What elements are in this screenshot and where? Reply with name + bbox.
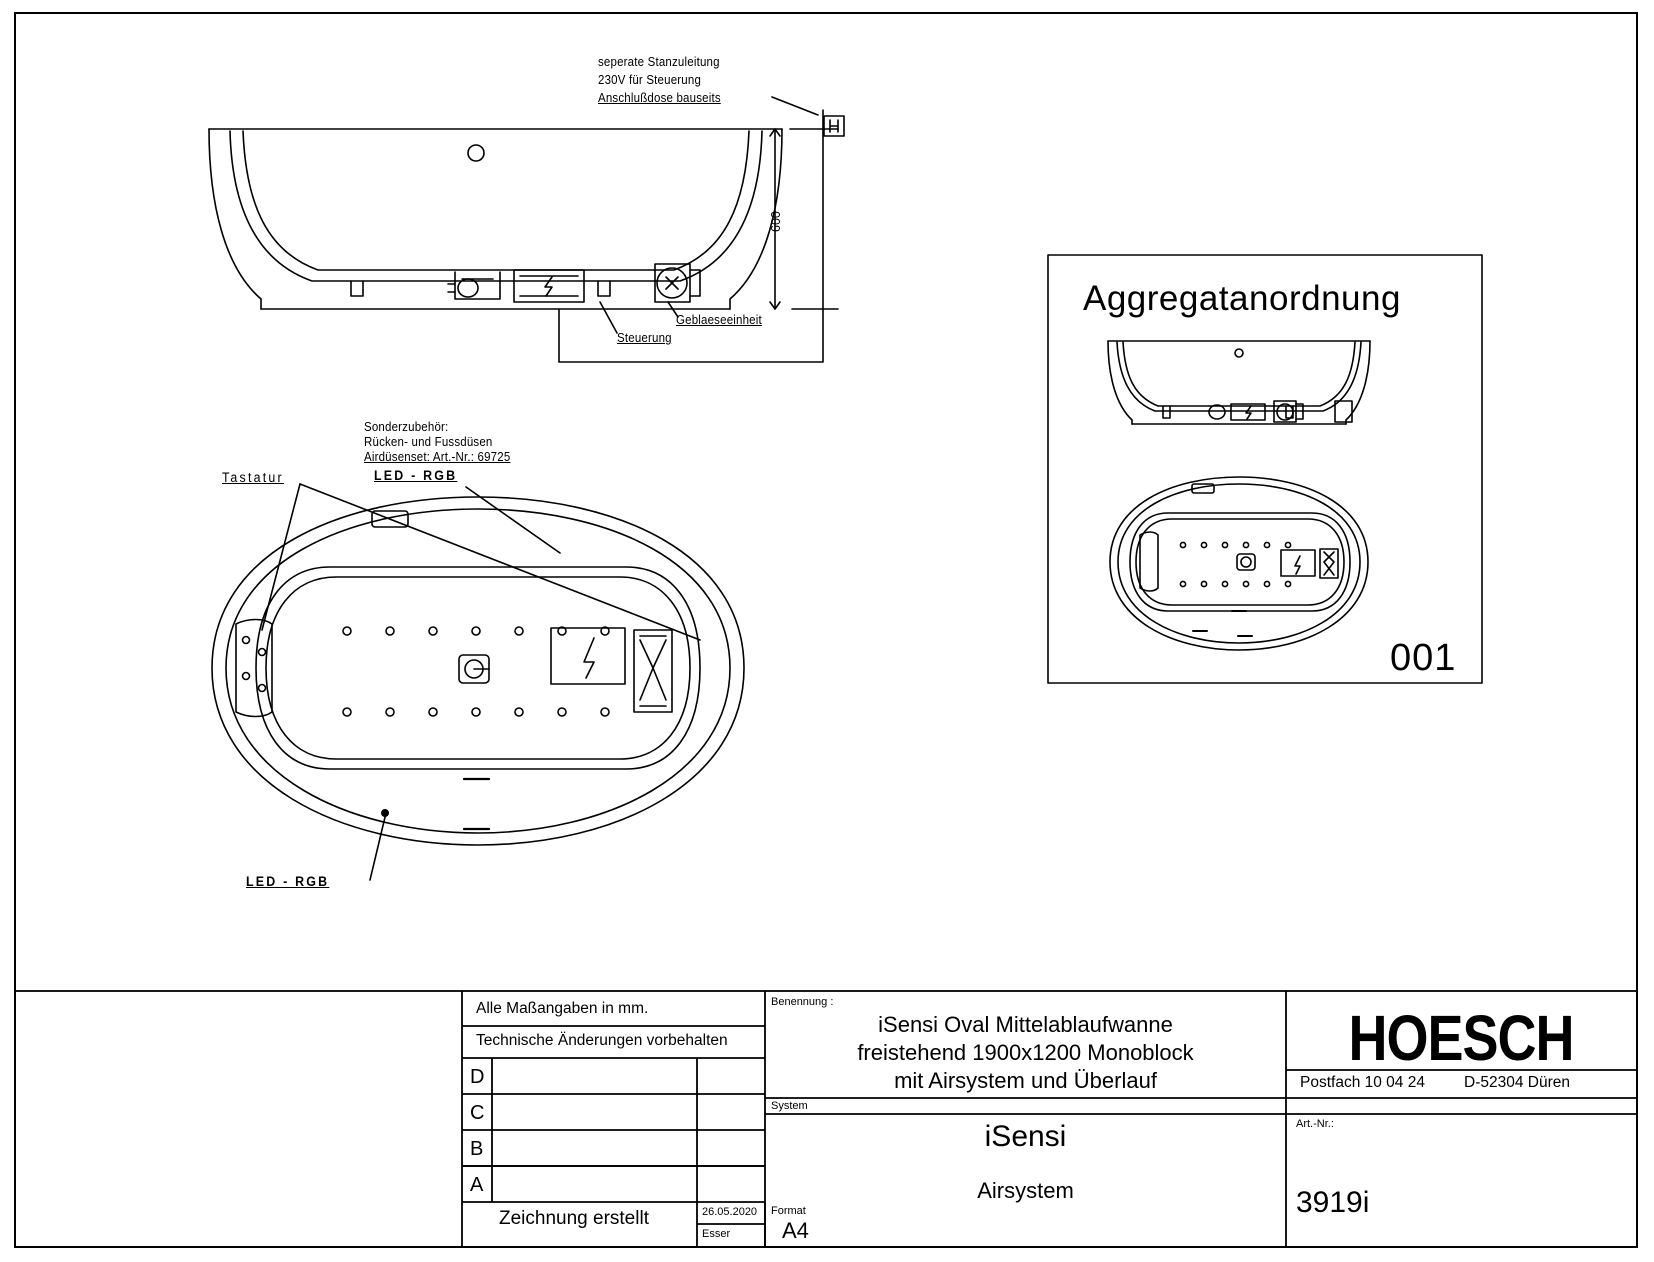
- benennung-line-1: iSensi Oval Mittelablaufwanne: [878, 1012, 1173, 1037]
- benennung-line-3: mit Airsystem und Überlauf: [894, 1068, 1157, 1093]
- annotation-accessories-line1: Sonderzubehör:: [364, 420, 449, 434]
- detail-box-number: 001: [1390, 637, 1457, 679]
- title-block: [14, 990, 1638, 1248]
- annotation-led-rgb-bottom: LED - RGB: [246, 874, 330, 889]
- system-label: System: [771, 1100, 808, 1112]
- detail-box-title: Aggregatanordnung: [1083, 279, 1401, 318]
- annotation-power-supply-line3: Anschlußdose bauseits: [598, 91, 721, 105]
- annotation-blower-unit: Geblaeseeinheit: [676, 313, 762, 327]
- benennung-line-2: freistehend 1900x1200 Monoblock: [857, 1040, 1194, 1065]
- annotation-power-supply-line2: 230V für Steuerung: [598, 73, 702, 87]
- annotation-control-unit: Steuerung: [617, 331, 672, 345]
- created-by: Esser: [702, 1228, 731, 1240]
- annotation-accessories-line2: Rücken- und Fussdüsen: [364, 435, 493, 449]
- revision-letter-d: D: [470, 1066, 485, 1088]
- benennung-label: Benennung :: [771, 996, 834, 1008]
- created-date: 26.05.2020: [702, 1206, 758, 1218]
- system-sub: Airsystem: [977, 1178, 1074, 1203]
- dimension-600-label: 600: [769, 211, 783, 232]
- notes-line-2: Technische Änderungen vorbehalten: [476, 1032, 728, 1049]
- artnr-value: 3919i: [1296, 1186, 1370, 1219]
- annotation-keypad: Tastatur: [222, 470, 284, 485]
- revision-letter-b: B: [470, 1138, 484, 1160]
- annotation-power-supply-line1: seperate Stanzuleitung: [598, 55, 720, 69]
- created-label: Zeichnung erstellt: [499, 1208, 649, 1229]
- revision-letter-a: A: [470, 1174, 484, 1196]
- artnr-label: Art.-Nr.:: [1296, 1118, 1334, 1130]
- company-logo: HOESCH: [1348, 1003, 1574, 1075]
- format-value: A4: [782, 1218, 809, 1243]
- notes-line-1: Alle Maßangaben in mm.: [476, 1000, 649, 1017]
- company-address-left: Postfach 10 04 24: [1300, 1074, 1425, 1091]
- company-address-right: D-52304 Düren: [1464, 1074, 1570, 1091]
- format-label: Format: [771, 1205, 806, 1217]
- revision-letter-c: C: [470, 1102, 485, 1124]
- annotation-led-rgb-top: LED - RGB: [374, 468, 458, 483]
- system-name: iSensi: [984, 1120, 1067, 1153]
- annotation-accessories-line3: Airdüsenset: Art.-Nr.: 69725: [364, 450, 511, 464]
